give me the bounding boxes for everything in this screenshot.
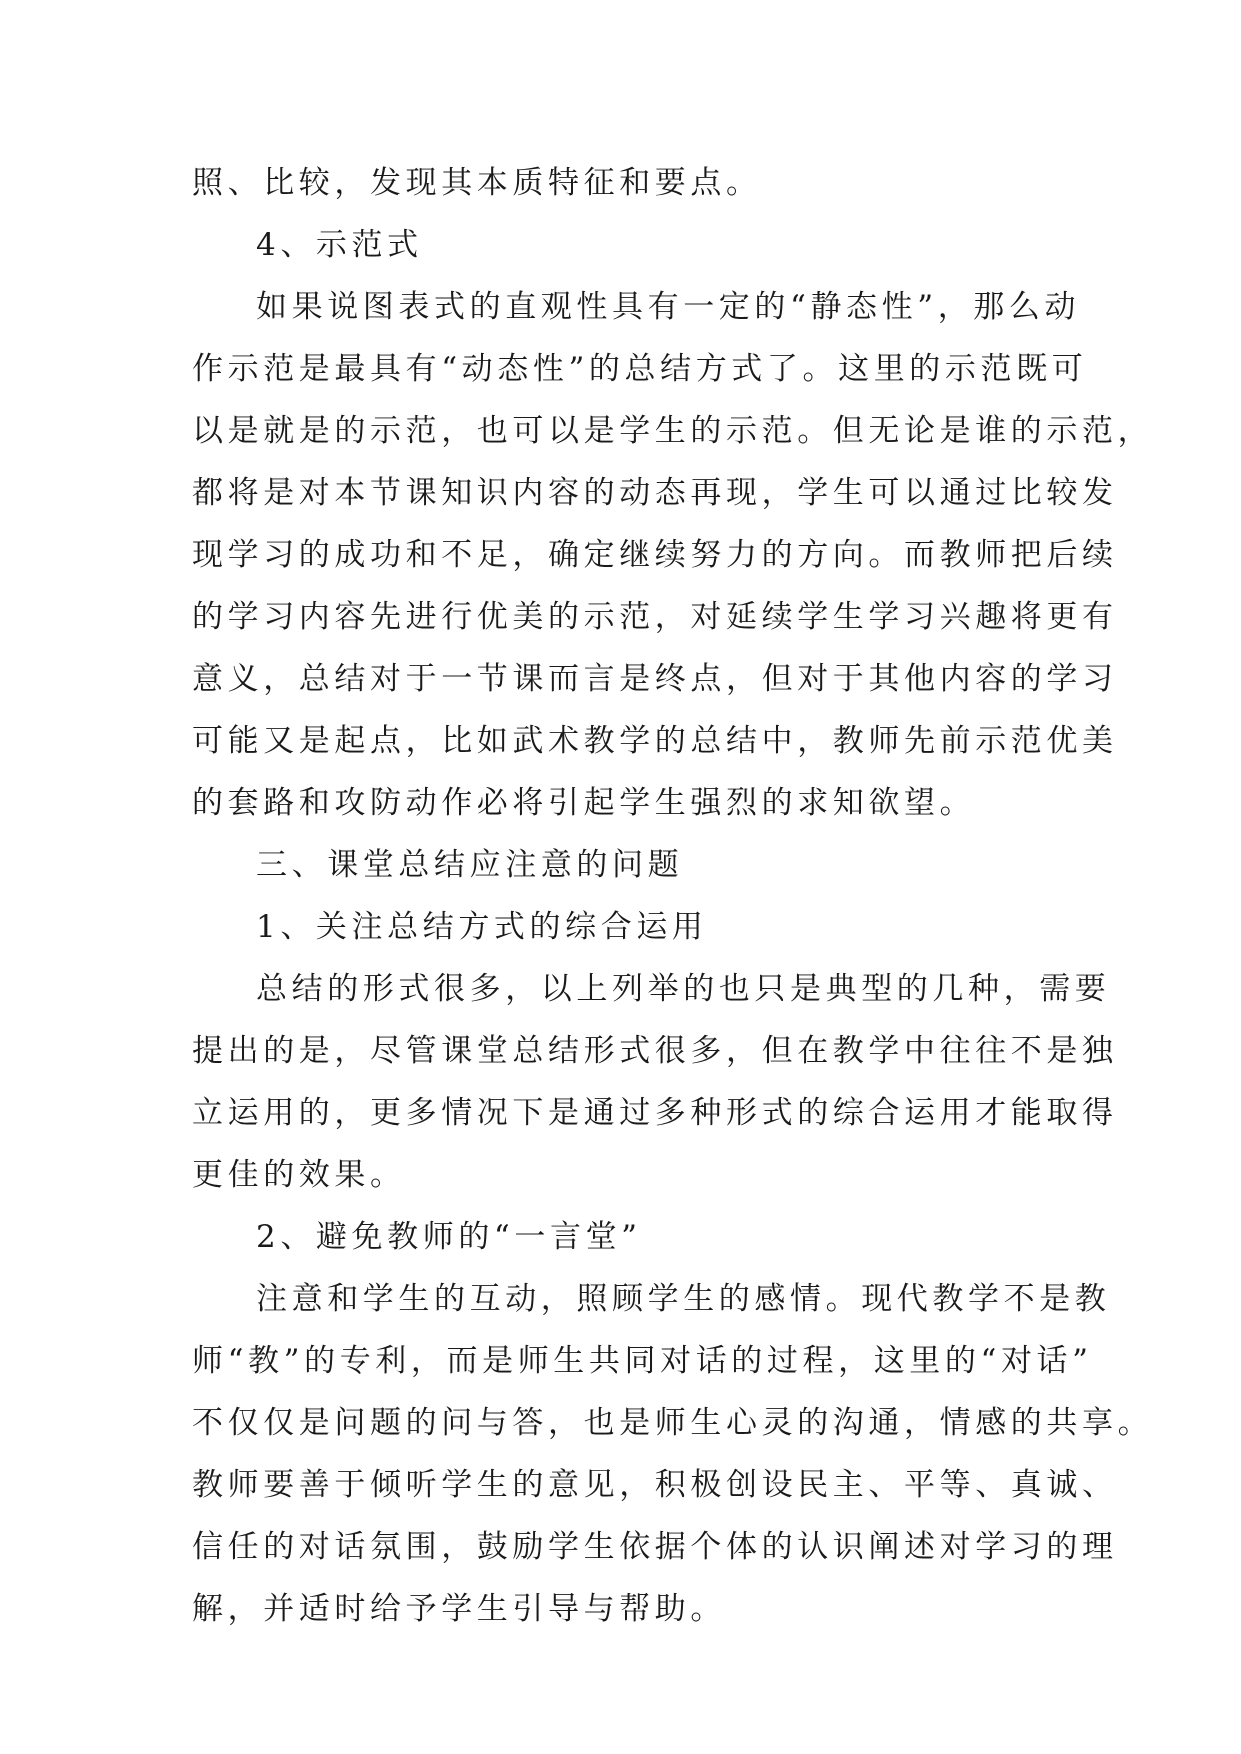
section-heading: 三、课堂总结应注意的问题	[256, 847, 684, 883]
text-line: 教师要善于倾听学生的意见，积极创设民主、平等、真诚、	[192, 1467, 1118, 1503]
body-text	[192, 152, 1154, 1640]
text-line: 作示范是最具有“动态性”的总结方式了。这里的示范既可	[192, 351, 1088, 387]
text-line: 以是就是的示范，也可以是学生的示范。但无论是谁的示范，	[192, 413, 1154, 449]
text-line: 现学习的成功和不足，确定继续努力的方向。而教师把后续	[192, 537, 1118, 573]
text-line: 解，并适时给予学生引导与帮助。	[192, 1591, 726, 1627]
text-line: 注意和学生的互动，照顾学生的感情。现代教学不是教	[256, 1281, 1111, 1317]
text-line: 照、比较，发现其本质特征和要点。	[192, 165, 762, 201]
text-line: 师“教”的专利，而是师生共同对话的过程，这里的“对话”	[192, 1343, 1093, 1379]
subsection-heading: 1、关注总结方式的综合运用	[256, 909, 708, 945]
text-line: 如果说图表式的直观性具有一定的“静态性”，那么动	[256, 289, 1081, 325]
text-line: 更佳的效果。	[192, 1157, 406, 1193]
text-line: 4、示范式	[256, 227, 423, 263]
text-line: 不仅仅是问题的问与答，也是师生心灵的沟通，情感的共享。	[192, 1405, 1154, 1441]
text-line: 的套路和攻防动作必将引起学生强烈的求知欲望。	[192, 785, 976, 821]
text-line: 总结的形式很多，以上列举的也只是典型的几种，需要	[256, 971, 1111, 1007]
text-line: 的学习内容先进行优美的示范，对延续学生学习兴趣将更有	[192, 599, 1118, 635]
text-line: 意义，总结对于一节课而言是终点，但对于其他内容的学习	[192, 661, 1118, 697]
text-line: 立运用的，更多情况下是通过多种形式的综合运用才能取得	[192, 1095, 1118, 1131]
text-line: 可能又是起点，比如武术教学的总结中，教师先前示范优美	[192, 723, 1118, 759]
text-line: 提出的是，尽管课堂总结形式很多，但在教学中往往不是独	[192, 1033, 1118, 1069]
text-line: 信任的对话氛围，鼓励学生依据个体的认识阐述对学习的理	[192, 1529, 1118, 1565]
subsection-heading: 2、避免教师的“一言堂”	[256, 1219, 642, 1255]
text-line: 都将是对本节课知识内容的动态再现，学生可以通过比较发	[192, 475, 1118, 511]
